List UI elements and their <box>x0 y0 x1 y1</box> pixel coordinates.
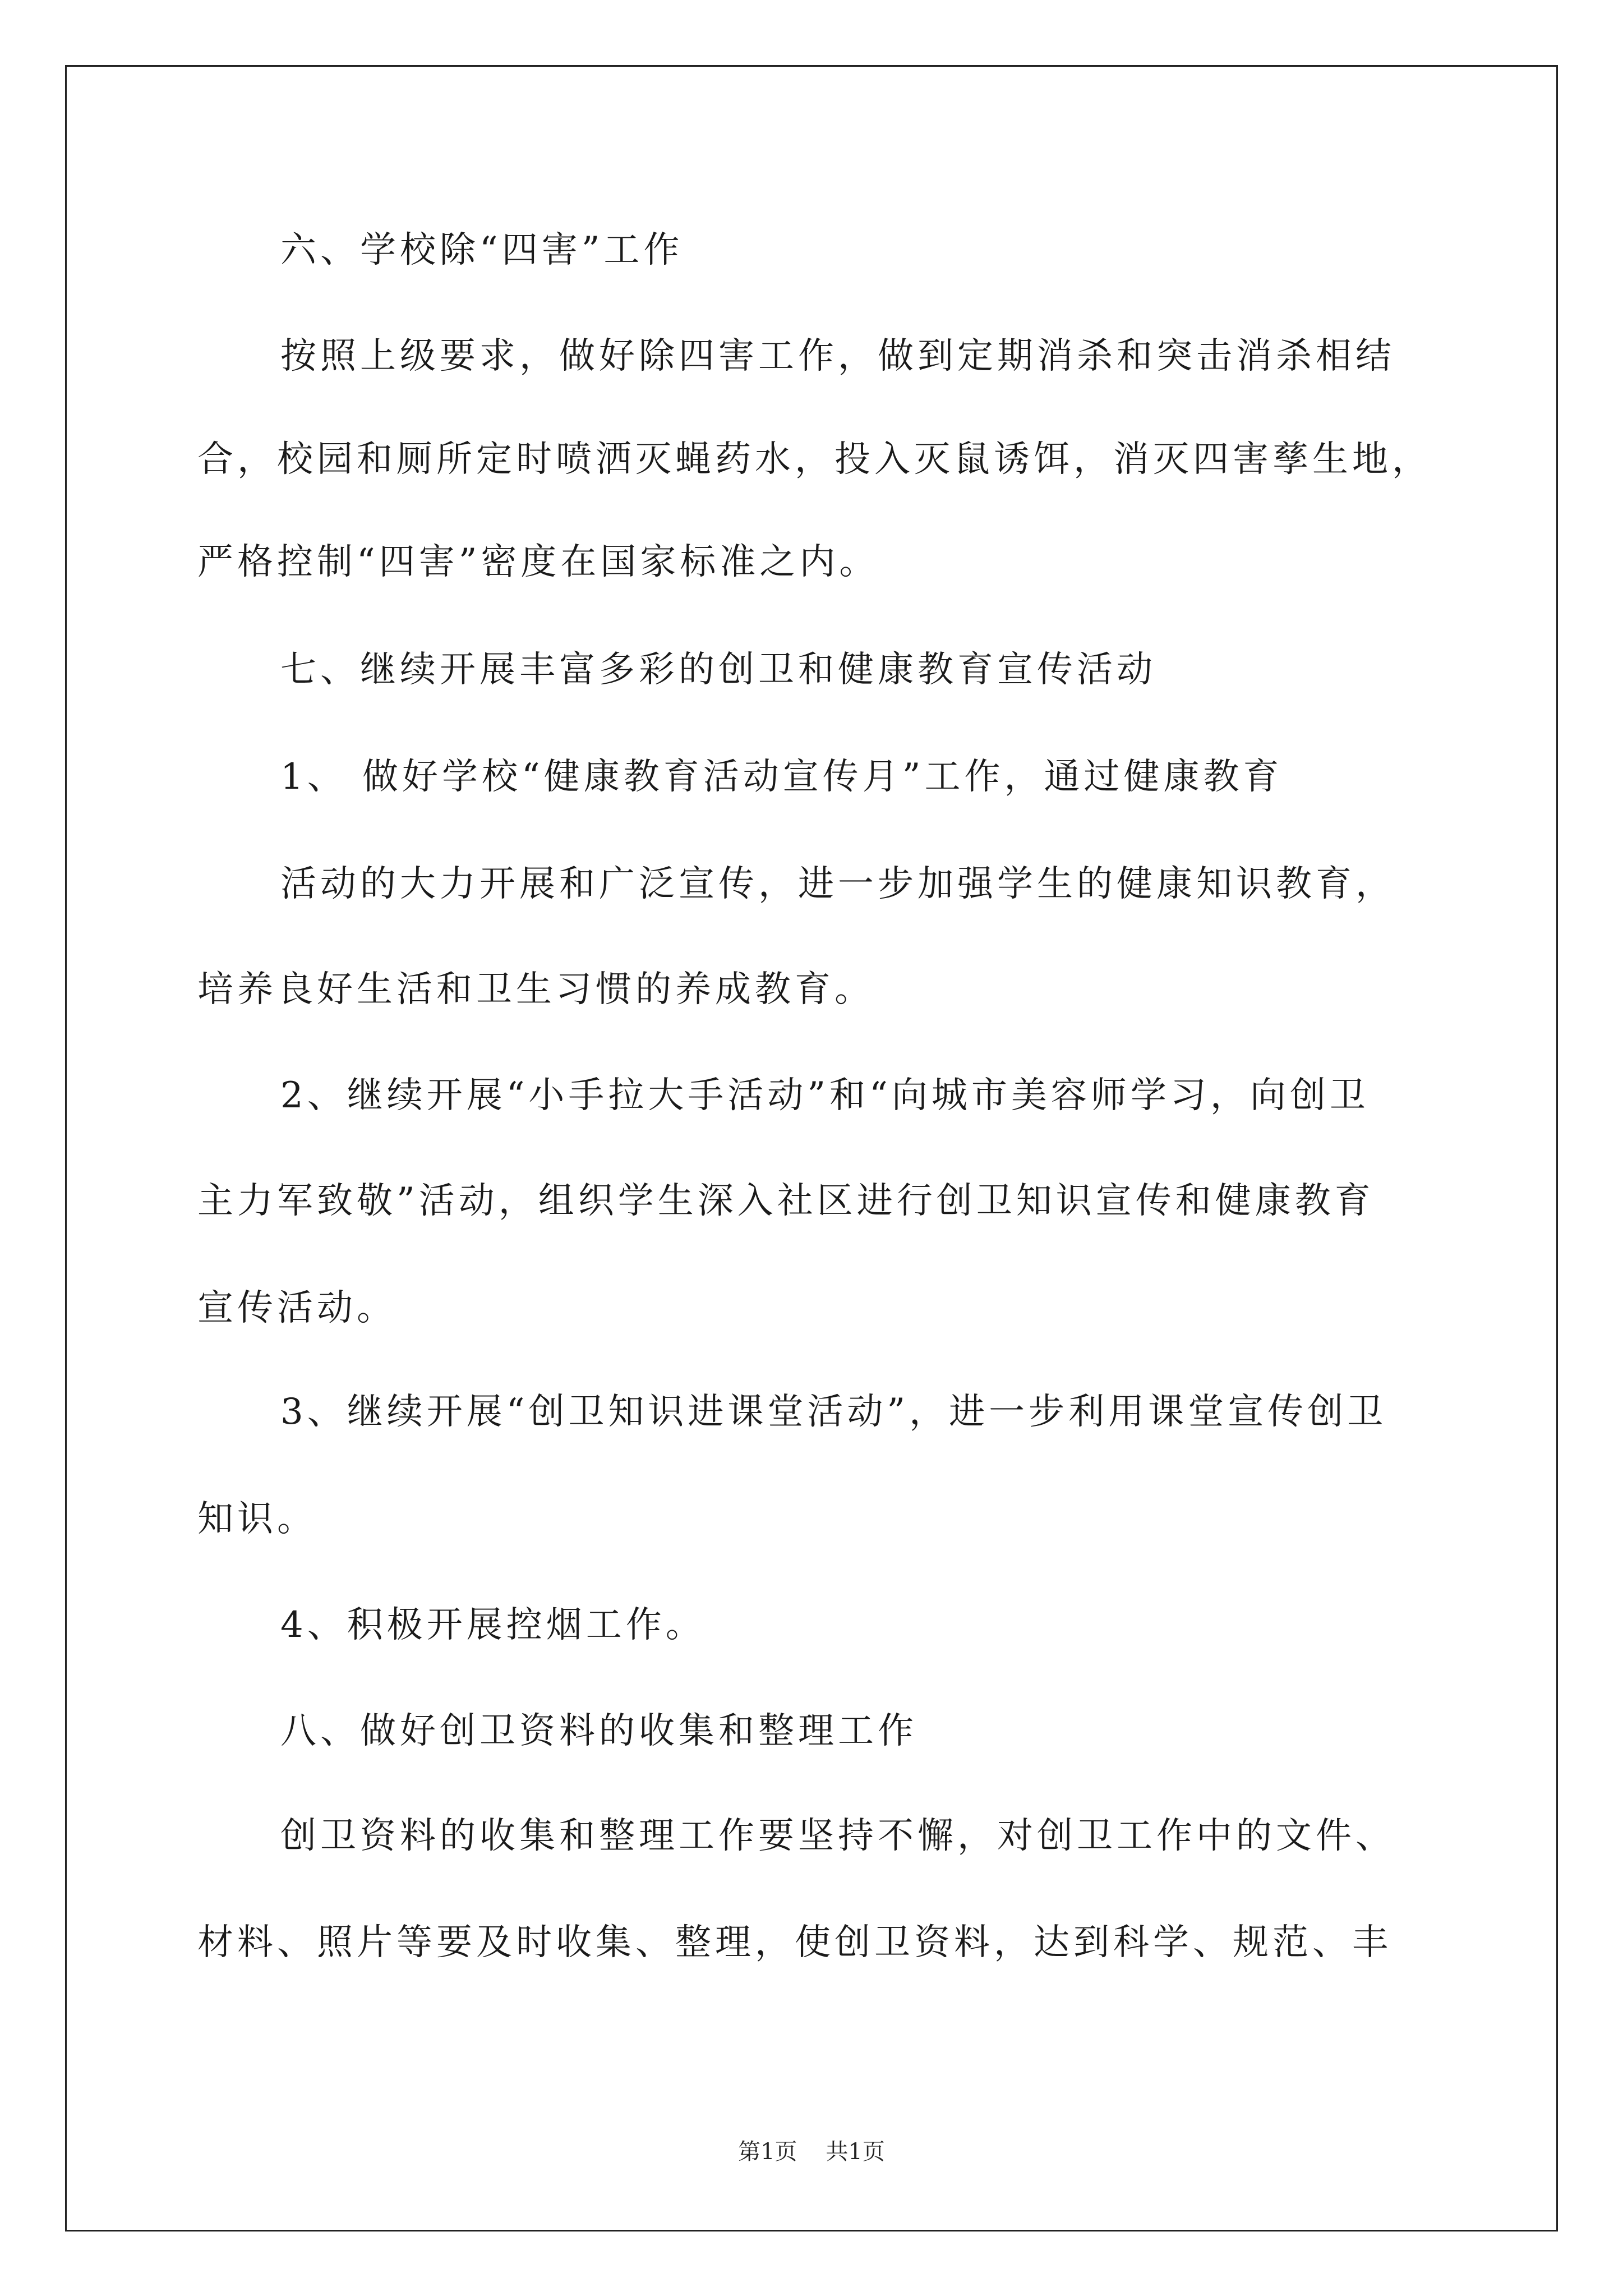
section-heading-six: 六、学校除“四害”工作 <box>280 229 684 271</box>
list-item-line: 2、继续开展“小手拉大手活动”和“向城市美容师学习，向创卫 <box>280 1075 1370 1116</box>
paragraph-line: 按照上级要求，做好除四害工作，做到定期消杀和突击消杀相结 <box>280 335 1395 377</box>
section-heading-seven: 七、继续开展丰富多彩的创卫和健康教育宣传活动 <box>280 649 1156 691</box>
paragraph-line: 严格控制“四害”密度在国家标准之内。 <box>197 541 879 583</box>
list-item-line: 4、积极开展控烟工作。 <box>280 1604 706 1646</box>
paragraph-line: 材料、照片等要及时收集、整理，使创卫资料，达到科学、规范、丰 <box>197 1922 1392 1963</box>
list-item-line: 3、继续开展“创卫知识进课堂活动”，进一步利用课堂宣传创卫 <box>280 1391 1387 1433</box>
page-footer <box>0 2136 1623 2168</box>
list-item-line: 知识。 <box>197 1498 317 1540</box>
page-total: 共1页 <box>826 2139 885 2165</box>
page-border <box>65 65 1558 2231</box>
list-item-line: 培养良好生活和卫生习惯的养成教育。 <box>197 969 874 1010</box>
paragraph-line: 合，校园和厕所定时喷洒灭蝇药水，投入灭鼠诱饵，消灭四害孳生地， <box>197 439 1432 480</box>
page-number: 第1页 <box>738 2139 797 2165</box>
paragraph-line: 创卫资料的收集和整理工作要坚持不懈，对创卫工作中的文件、 <box>280 1815 1395 1857</box>
list-item-line: 主力军致敬”活动，组织学生深入社区进行创卫知识宣传和健康教育 <box>197 1180 1375 1222</box>
list-item-line: 宣传活动。 <box>197 1287 396 1329</box>
list-item-line: 活动的大力开展和广泛宣传，进一步加强学生的健康知识教育， <box>280 863 1395 905</box>
list-item-line: 1、 做好学校“健康教育活动宣传月”工作，通过健康教育 <box>280 756 1283 798</box>
section-heading-eight: 八、做好创卫资料的收集和整理工作 <box>280 1710 917 1752</box>
